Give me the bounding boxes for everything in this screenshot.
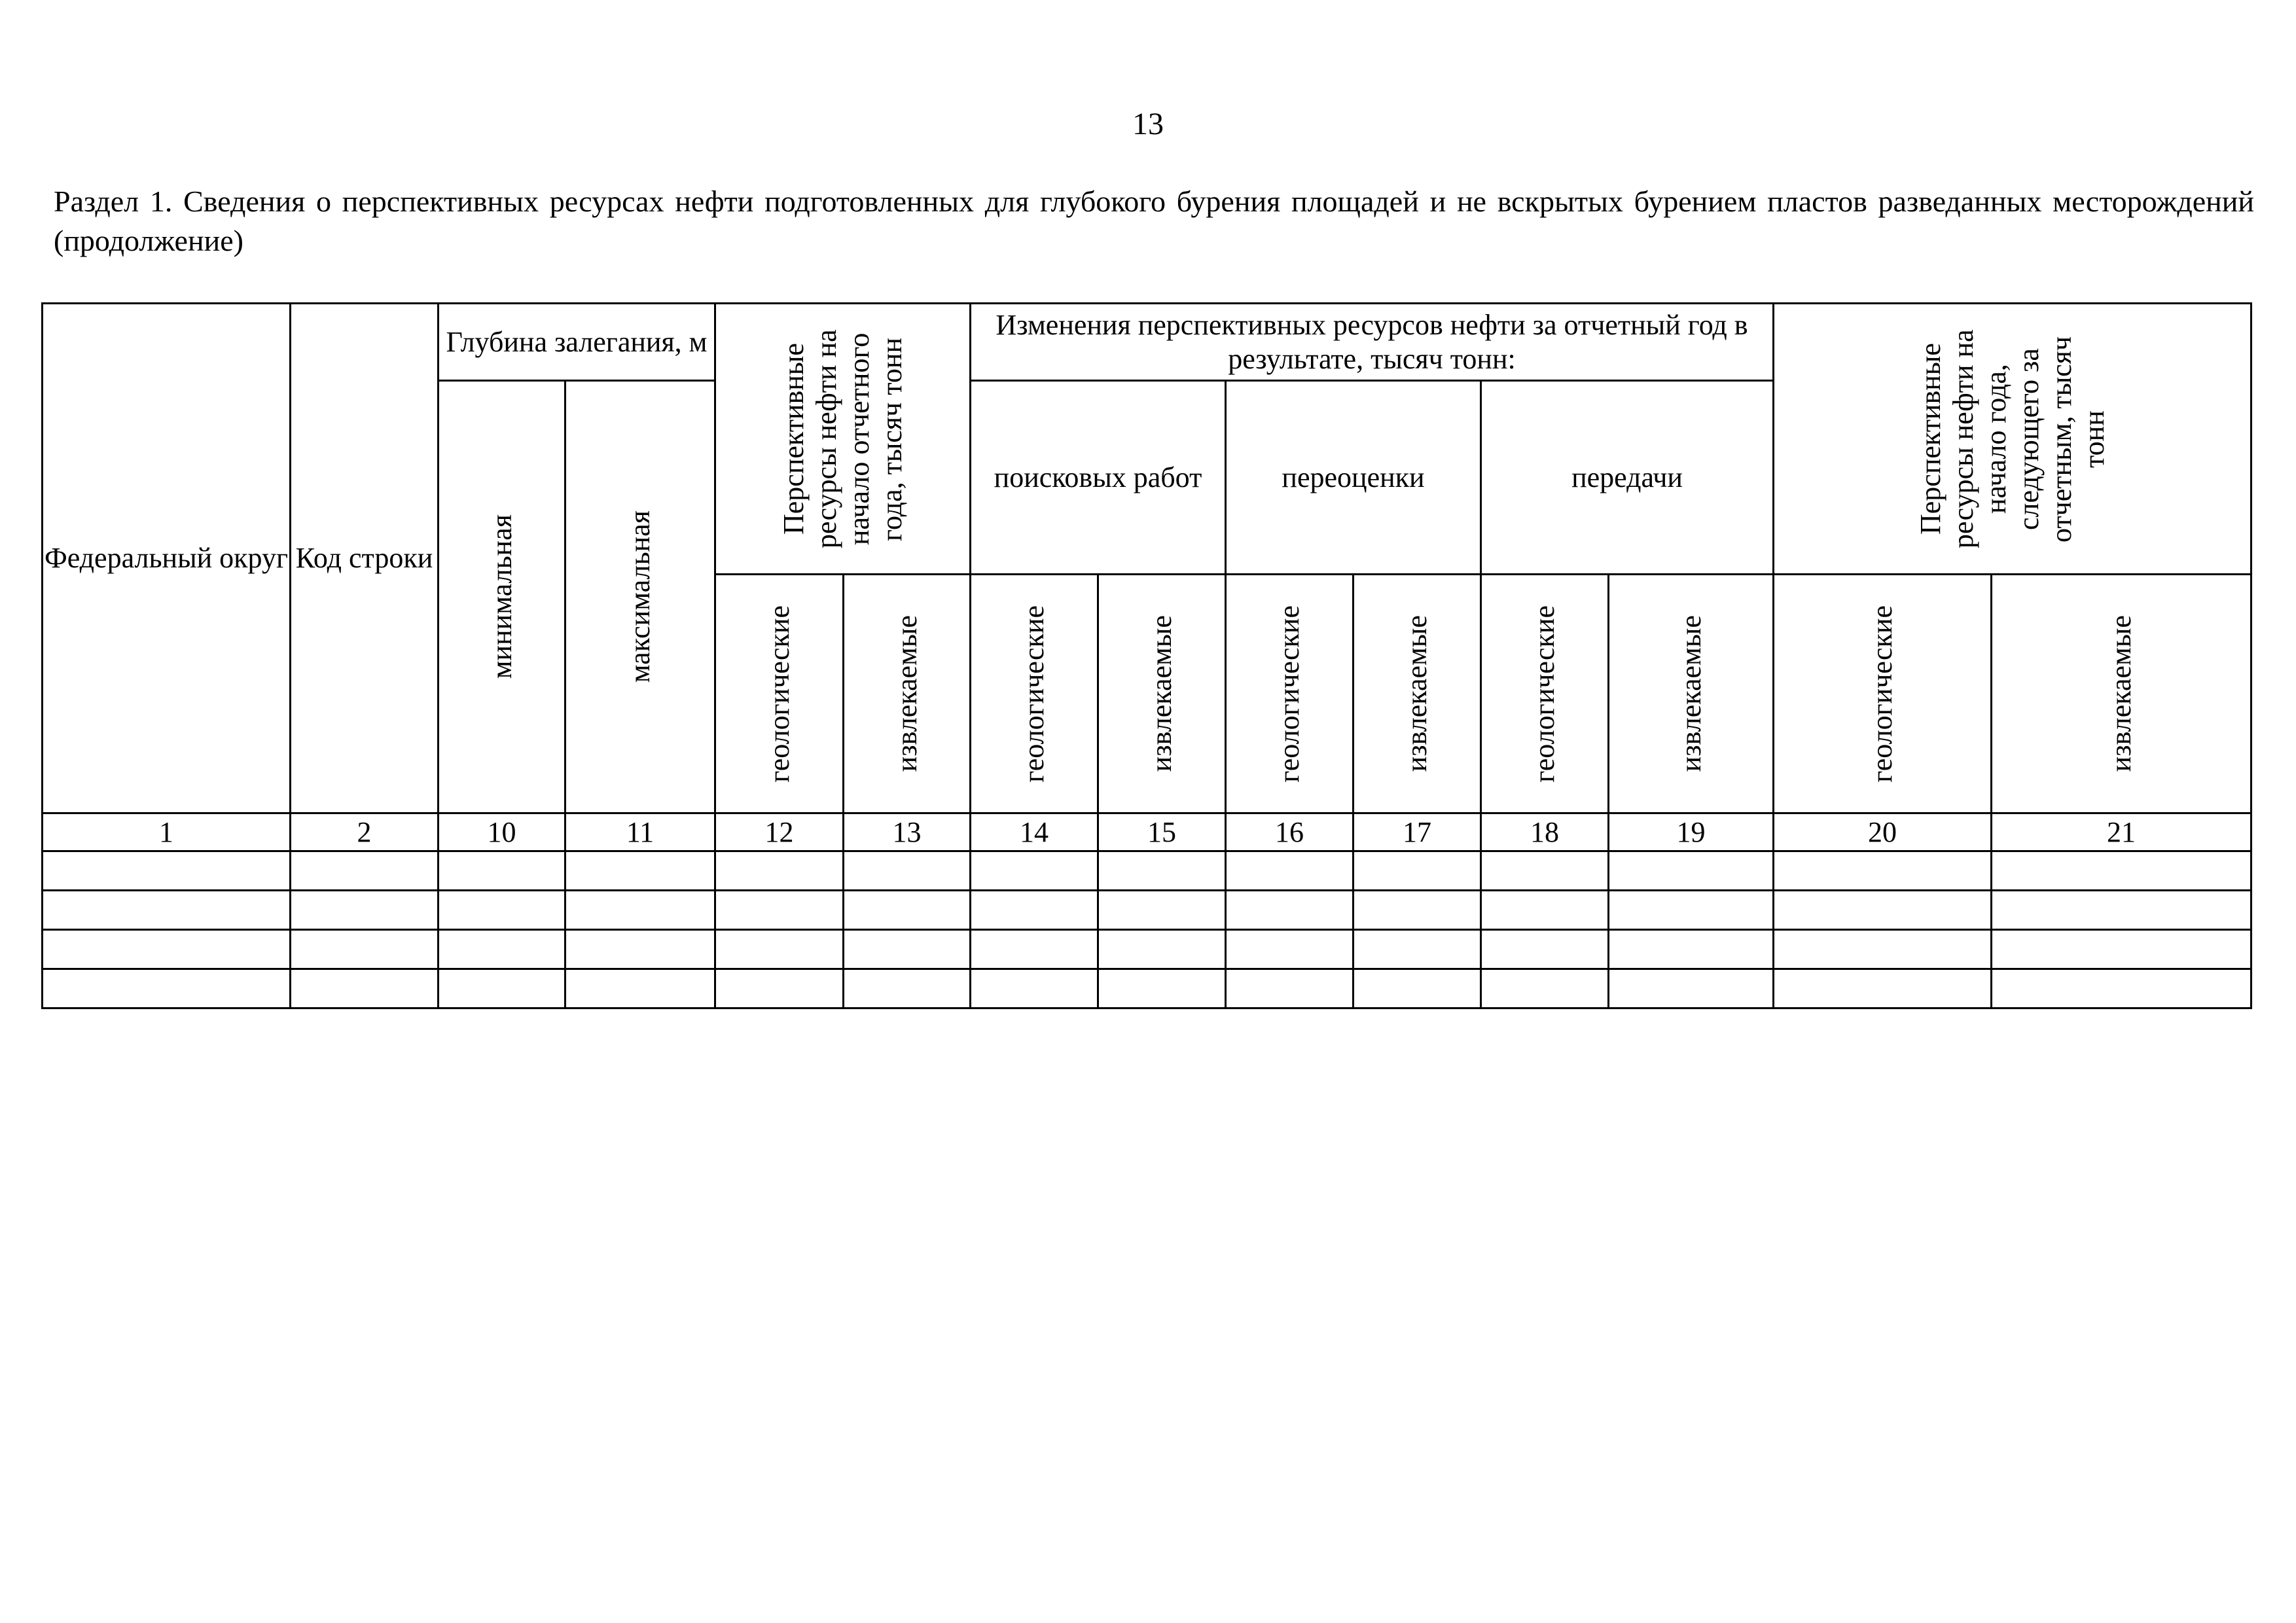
table-cell[interactable] — [1098, 969, 1226, 1008]
table-cell[interactable] — [565, 891, 715, 930]
table-cell[interactable] — [1774, 930, 1992, 969]
column-number: 13 — [844, 813, 971, 851]
table-cell[interactable] — [565, 930, 715, 969]
table-cell[interactable] — [291, 851, 439, 891]
header-resources-next: Перспективные ресурсы нефти на начало года, следующего за отчетным, тысяч тонн — [1774, 304, 2251, 575]
header-row-1 — [43, 304, 2251, 381]
column-number: 15 — [1098, 813, 1226, 851]
header-search-works: поисковых работ — [971, 381, 1226, 575]
table-cell[interactable] — [1481, 851, 1609, 891]
table-cell[interactable] — [43, 969, 291, 1008]
table-cell[interactable] — [844, 851, 971, 891]
table-cell[interactable] — [1226, 930, 1354, 969]
table-cell[interactable] — [844, 891, 971, 930]
table-cell[interactable] — [844, 930, 971, 969]
column-number: 19 — [1609, 813, 1774, 851]
header-depth: Глубина залегания, м — [439, 304, 715, 381]
header-depth-max: максимальная — [565, 381, 715, 813]
table-cell[interactable] — [565, 969, 715, 1008]
column-number: 16 — [1226, 813, 1354, 851]
column-number: 1 — [43, 813, 291, 851]
table-cell[interactable] — [971, 891, 1098, 930]
table-cell[interactable] — [1774, 969, 1992, 1008]
table-cell[interactable] — [1354, 930, 1481, 969]
table-row — [43, 930, 2251, 969]
table-cell[interactable] — [1992, 851, 2251, 891]
table-cell[interactable] — [1774, 891, 1992, 930]
table-cell[interactable] — [715, 851, 844, 891]
header-start-geological: геологические — [715, 575, 844, 813]
table-cell[interactable] — [1481, 969, 1609, 1008]
table-cell[interactable] — [1609, 891, 1774, 930]
table-cell[interactable] — [1481, 891, 1609, 930]
column-number-row — [43, 813, 2251, 851]
column-number: 21 — [1992, 813, 2251, 851]
column-number: 14 — [971, 813, 1098, 851]
table-cell[interactable] — [1354, 969, 1481, 1008]
page-number: 13 — [1132, 107, 1164, 141]
column-number: 10 — [439, 813, 565, 851]
table-cell[interactable] — [565, 851, 715, 891]
header-transfer: передачи — [1481, 381, 1774, 575]
table-cell[interactable] — [439, 969, 565, 1008]
section-title: Раздел 1. Сведения о перспективных ресурсах нефти подготовленных для глубокого бурения площадей и не вскрытых бурением пластов разведанных месторождений (продолжение) — [54, 185, 2254, 257]
header-transfer-geological: геологические — [1481, 575, 1609, 813]
table-cell[interactable] — [971, 969, 1098, 1008]
table-cell[interactable] — [439, 851, 565, 891]
table-cell[interactable] — [43, 851, 291, 891]
header-revaluation-recoverable: извлекаемые — [1354, 575, 1481, 813]
column-number: 18 — [1481, 813, 1609, 851]
table-cell[interactable] — [291, 969, 439, 1008]
column-number: 12 — [715, 813, 844, 851]
table-cell[interactable] — [1354, 891, 1481, 930]
header-next-geological: геологические — [1774, 575, 1992, 813]
table-cell[interactable] — [971, 851, 1098, 891]
column-number: 11 — [565, 813, 715, 851]
table-row — [43, 969, 2251, 1008]
table-cell[interactable] — [43, 891, 291, 930]
table-cell[interactable] — [715, 891, 844, 930]
table-cell[interactable] — [844, 969, 971, 1008]
table-cell[interactable] — [1609, 851, 1774, 891]
table-cell[interactable] — [1226, 969, 1354, 1008]
table-cell[interactable] — [715, 969, 844, 1008]
header-search-geological: геологические — [971, 575, 1098, 813]
table-row — [43, 851, 2251, 891]
header-changes: Изменения перспективных ресурсов нефти за отчетный год в результате, тысяч тонн: — [971, 304, 1774, 381]
header-next-recoverable: извлекаемые — [1992, 575, 2251, 813]
table-cell[interactable] — [1098, 891, 1226, 930]
table-cell[interactable] — [1098, 930, 1226, 969]
table-cell[interactable] — [439, 891, 565, 930]
header-search-recoverable: извлекаемые — [1098, 575, 1226, 813]
table-cell[interactable] — [1609, 969, 1774, 1008]
header-federal-district: Федеральный округ — [43, 304, 291, 813]
table-cell[interactable] — [291, 930, 439, 969]
column-number: 2 — [291, 813, 439, 851]
table-cell[interactable] — [1481, 930, 1609, 969]
table-cell[interactable] — [1226, 851, 1354, 891]
header-revaluation-geological: геологические — [1226, 575, 1354, 813]
table-cell[interactable] — [1774, 851, 1992, 891]
header-depth-min: минимальная — [439, 381, 565, 813]
table-row — [43, 891, 2251, 930]
table-cell[interactable] — [1354, 851, 1481, 891]
table-cell[interactable] — [1992, 891, 2251, 930]
header-transfer-recoverable: извлекаемые — [1609, 575, 1774, 813]
table-cell[interactable] — [1098, 851, 1226, 891]
table-cell[interactable] — [971, 930, 1098, 969]
header-revaluation: переоценки — [1226, 381, 1481, 575]
table-cell[interactable] — [439, 930, 565, 969]
table-cell[interactable] — [715, 930, 844, 969]
report-form-table — [41, 302, 2252, 1009]
header-resources-start: Перспективные ресурсы нефти на начало отчетного года, тысяч тонн — [715, 304, 971, 575]
column-number: 17 — [1354, 813, 1481, 851]
table-cell[interactable] — [1992, 930, 2251, 969]
header-start-recoverable: извлекаемые — [844, 575, 971, 813]
table-cell[interactable] — [1226, 891, 1354, 930]
column-number: 20 — [1774, 813, 1992, 851]
table-cell[interactable] — [1992, 969, 2251, 1008]
table-cell[interactable] — [291, 891, 439, 930]
table-cell[interactable] — [1609, 930, 1774, 969]
header-row-code: Код строки — [291, 304, 439, 813]
table-cell[interactable] — [43, 930, 291, 969]
